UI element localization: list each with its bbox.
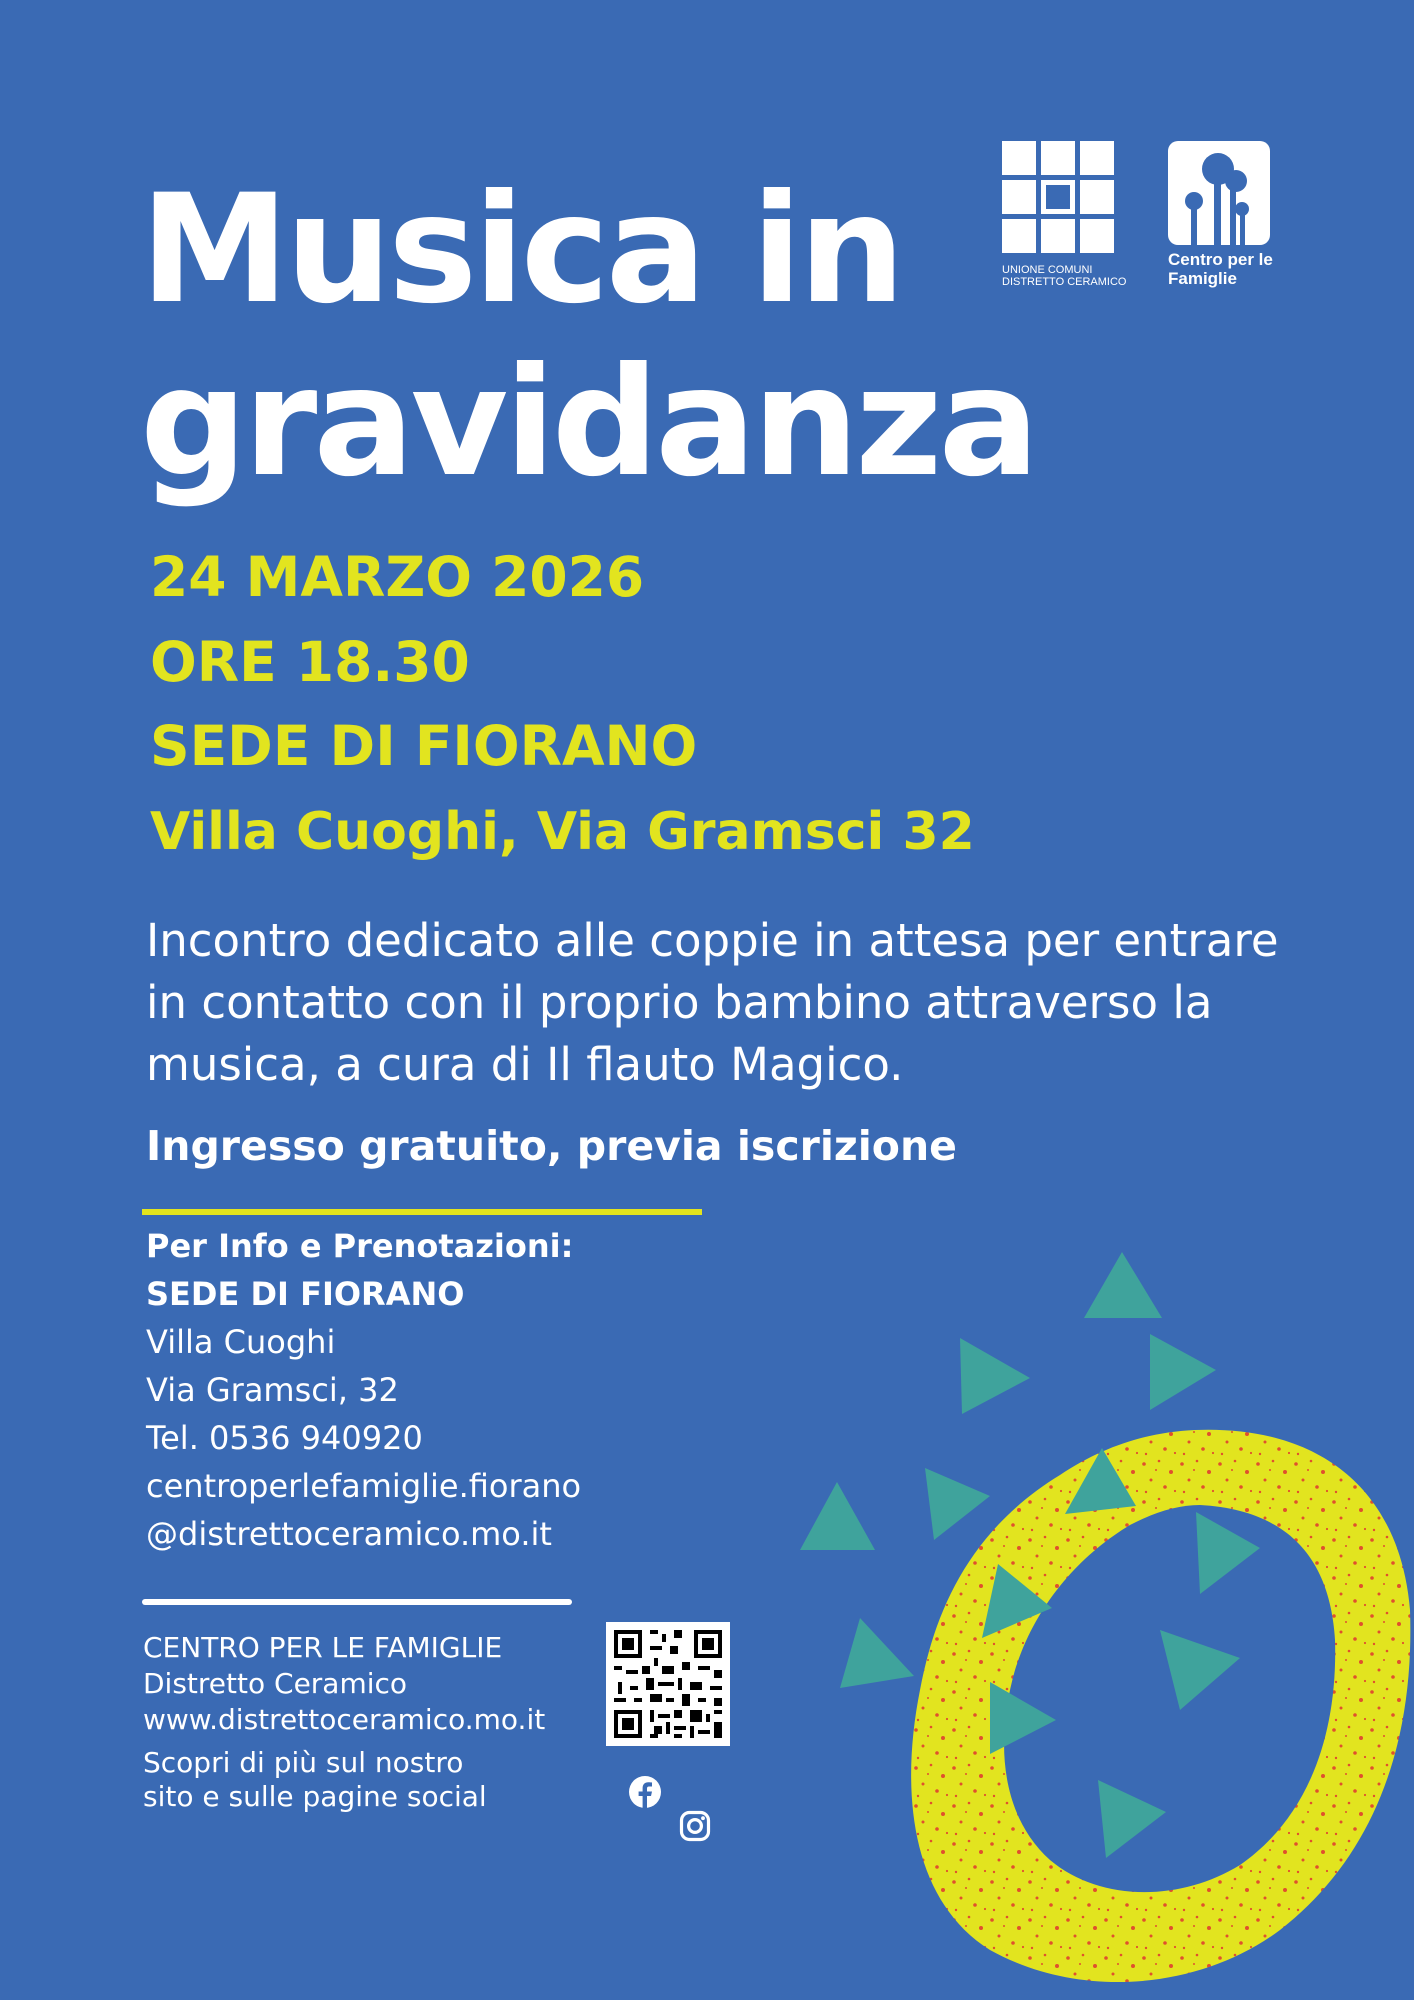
qr-code-icon[interactable] [606,1622,730,1746]
info-block [146,1222,581,1558]
free-entry-note: Ingresso gratuito, previa iscrizione [146,1122,957,1170]
footer-cta-line2: sito e sulle pagine social [143,1780,487,1813]
unione-comuni-logo [1002,141,1127,291]
info-heading: Per Info e Prenotazioni: [146,1227,574,1265]
centro-caption-line2: Famiglie [1168,269,1237,288]
info-phone: Tel. 0536 940920 [146,1419,423,1457]
info-place: Villa Cuoghi [146,1323,336,1361]
info-venue: SEDE DI FIORANO [146,1275,465,1313]
grid-logo-icon [1002,141,1118,255]
footer-block [143,1630,545,1814]
event-time: ORE 18.30 [150,630,470,694]
unione-caption-line2: DISTRETTO CERAMICO [1002,276,1127,288]
white-divider [142,1599,572,1605]
trees-logo-icon [1168,141,1270,245]
event-address: Villa Cuoghi, Via Gramsci 32 [150,802,975,862]
event-description: Incontro dedicato alle coppie in attesa per entrare in contatto con il proprio bambino attraverso la musica, a cura di Il flauto Magico. [146,914,1279,1091]
instagram-icon[interactable] [679,1810,711,1842]
info-street: Via Gramsci, 32 [146,1371,399,1409]
facebook-icon[interactable] [628,1775,662,1809]
title-line1: Musica in [140,163,902,337]
centro-caption-line1: Centro per le [1168,250,1273,269]
footer-website[interactable]: www.distrettoceramico.mo.it [143,1703,546,1736]
yellow-divider [142,1209,702,1215]
unione-caption-line1: UNIONE COMUNI [1002,264,1093,276]
decorative-illustration [760,1230,1414,2000]
footer-cta-line1: Scopri di più sul nostro [143,1746,464,1779]
event-date: 24 MARZO 2026 [150,545,645,609]
title-line2: gravidanza [140,336,1036,510]
info-email-line1: centroperlefamiglie.fiorano [146,1467,582,1505]
event-venue: SEDE DI FIORANO [150,714,698,778]
footer-org: CENTRO PER LE FAMIGLIE [143,1631,503,1664]
info-email-line2: @distrettoceramico.mo.it [146,1515,552,1553]
centro-famiglie-logo [1168,141,1278,291]
footer-district: Distretto Ceramico [143,1667,408,1700]
